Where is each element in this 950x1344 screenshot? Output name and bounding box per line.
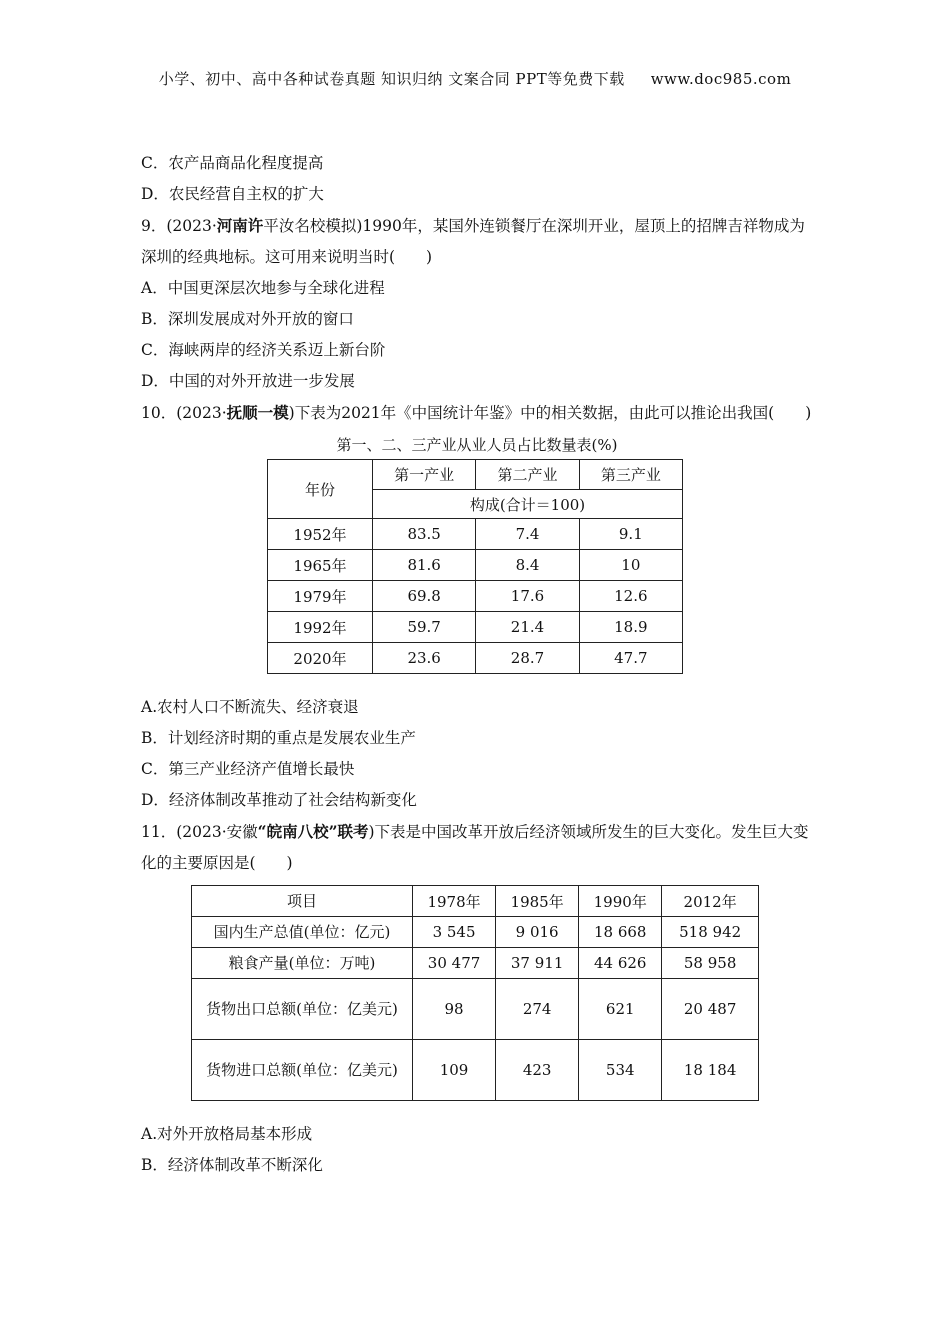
q8-option-c: C．农产品商品化程度提高 bbox=[141, 154, 324, 172]
q10-number: 10． bbox=[141, 404, 177, 422]
header-site[interactable]: www.doc985.com bbox=[650, 70, 792, 88]
q11-source-a: (2023·安徽 bbox=[176, 823, 258, 841]
table1-cell: 12.6 bbox=[579, 581, 682, 612]
table2-item: 粮食产量(单位：万吨) bbox=[192, 948, 413, 979]
table-row bbox=[192, 979, 759, 1040]
table2-cell: 621 bbox=[579, 979, 662, 1040]
table-row bbox=[192, 917, 759, 948]
table2-cell: 18 668 bbox=[579, 917, 662, 948]
table1-caption: 第一、二、三产业从业人员占比数量表(%) bbox=[336, 436, 618, 454]
table2-cell: 274 bbox=[496, 979, 579, 1040]
table2-year-header: 2012年 bbox=[662, 886, 759, 917]
q10-option-a: A.农村人口不断流失、经济衰退 bbox=[141, 698, 359, 716]
q10-stem-text: )下表为2021年《中国统计年鉴》中的相关数据，由此可以推论出我国( ) bbox=[288, 404, 812, 422]
table1-col-header: 第二产业 bbox=[476, 460, 579, 490]
q11-number: 11． bbox=[141, 823, 177, 841]
table2-cell: 37 911 bbox=[496, 948, 579, 979]
table-row bbox=[268, 581, 683, 612]
table2-year-header: 1990年 bbox=[579, 886, 662, 917]
table1-cell: 47.7 bbox=[579, 643, 682, 674]
table1-cell: 9.1 bbox=[579, 519, 682, 550]
table2-cell: 109 bbox=[413, 1040, 496, 1101]
page-header bbox=[0, 68, 950, 89]
q11-option-a: A.对外开放格局基本形成 bbox=[141, 1125, 313, 1143]
table1-year: 1952年 bbox=[268, 519, 373, 550]
header-text: 小学、初中、高中各种试卷真题 知识归纳 文案合同 PPT等免费下载 bbox=[158, 70, 625, 88]
employment-table bbox=[267, 459, 683, 674]
table1-cell: 18.9 bbox=[579, 612, 682, 643]
table-row bbox=[268, 519, 683, 550]
table2-cell: 3 545 bbox=[413, 917, 496, 948]
table1-year: 1992年 bbox=[268, 612, 373, 643]
economy-table bbox=[191, 885, 759, 1101]
table2-cell: 423 bbox=[496, 1040, 579, 1101]
table-row bbox=[268, 612, 683, 643]
table1-cell: 81.6 bbox=[373, 550, 476, 581]
table2-item-header: 项目 bbox=[192, 886, 413, 917]
table2-cell: 9 016 bbox=[496, 917, 579, 948]
table2-cell: 44 626 bbox=[579, 948, 662, 979]
q10-option-d: D．经济体制改革推动了社会结构新变化 bbox=[141, 791, 417, 809]
q10-option-c: C．第三产业经济产值增长最快 bbox=[141, 760, 355, 778]
q9-source-c: 平汝名校模拟 bbox=[263, 217, 357, 235]
table2-cell: 518 942 bbox=[662, 917, 759, 948]
table1-year: 1979年 bbox=[268, 581, 373, 612]
document-body bbox=[141, 148, 813, 1181]
table1-cell: 28.7 bbox=[476, 643, 579, 674]
table-row bbox=[192, 948, 759, 979]
q11-option-b: B．经济体制改革不断深化 bbox=[141, 1156, 323, 1174]
table-row bbox=[268, 550, 683, 581]
table2-cell: 534 bbox=[579, 1040, 662, 1101]
table2-cell: 20 487 bbox=[662, 979, 759, 1040]
table2-cell: 30 477 bbox=[413, 948, 496, 979]
table-row bbox=[268, 643, 683, 674]
q10-stem bbox=[141, 397, 813, 429]
table1-cell: 8.4 bbox=[476, 550, 579, 581]
table1-cell: 17.6 bbox=[476, 581, 579, 612]
table1-cell: 69.8 bbox=[373, 581, 476, 612]
table1-year: 1965年 bbox=[268, 550, 373, 581]
q9-source-b: 河南许 bbox=[216, 216, 264, 235]
q10-source-a: (2023· bbox=[176, 404, 227, 422]
table2-year-header: 1978年 bbox=[413, 886, 496, 917]
table2-cell: 98 bbox=[413, 979, 496, 1040]
table1-cell: 23.6 bbox=[373, 643, 476, 674]
table2-year-header: 1985年 bbox=[496, 886, 579, 917]
q9-source-a: (2023· bbox=[166, 217, 217, 235]
table1-cell: 10 bbox=[579, 550, 682, 581]
q10-source-b: 抚顺一模 bbox=[226, 403, 289, 422]
table1-subheader: 构成(合计＝100) bbox=[373, 490, 683, 519]
table2-item: 货物进口总额(单位：亿美元) bbox=[192, 1040, 413, 1101]
q11-stem bbox=[141, 816, 813, 879]
q11-source-b: “皖南八校”联考 bbox=[257, 822, 369, 841]
table1-col-header: 第一产业 bbox=[373, 460, 476, 490]
table1-col-header: 第三产业 bbox=[579, 460, 682, 490]
q9-option-d: D．中国的对外开放进一步发展 bbox=[141, 372, 355, 390]
q9-option-b: B．深圳发展成对外开放的窗口 bbox=[141, 310, 354, 328]
table2-cell: 58 958 bbox=[662, 948, 759, 979]
q9-number: 9． bbox=[141, 217, 167, 235]
table1-year-header: 年份 bbox=[268, 460, 373, 519]
q9-option-a: A．中国更深层次地参与全球化进程 bbox=[141, 279, 385, 297]
table1-cell: 21.4 bbox=[476, 612, 579, 643]
table-row bbox=[192, 1040, 759, 1101]
q11-stem-text: )下表是中国改革开放后经济领域所发生的巨大变化。发生巨大变化的主要原因是( ) bbox=[141, 823, 809, 872]
q10-option-b: B．计划经济时期的重点是发展农业生产 bbox=[141, 729, 416, 747]
q8-option-d: D．农民经营自主权的扩大 bbox=[141, 185, 324, 203]
q9-stem-text: )1990年，某国外连锁餐厅在深圳开业，屋顶上的招牌吉祥物成为深圳的经典地标。这可用来说明当时( ) bbox=[141, 217, 805, 266]
table2-cell: 18 184 bbox=[662, 1040, 759, 1101]
q9-stem bbox=[141, 210, 813, 273]
table1-cell: 59.7 bbox=[373, 612, 476, 643]
table1-year: 2020年 bbox=[268, 643, 373, 674]
table2-item: 货物出口总额(单位：亿美元) bbox=[192, 979, 413, 1040]
table1-cell: 7.4 bbox=[476, 519, 579, 550]
table1-cell: 83.5 bbox=[373, 519, 476, 550]
q9-option-c: C．海峡两岸的经济关系迈上新台阶 bbox=[141, 341, 386, 359]
table2-item: 国内生产总值(单位：亿元) bbox=[192, 917, 413, 948]
